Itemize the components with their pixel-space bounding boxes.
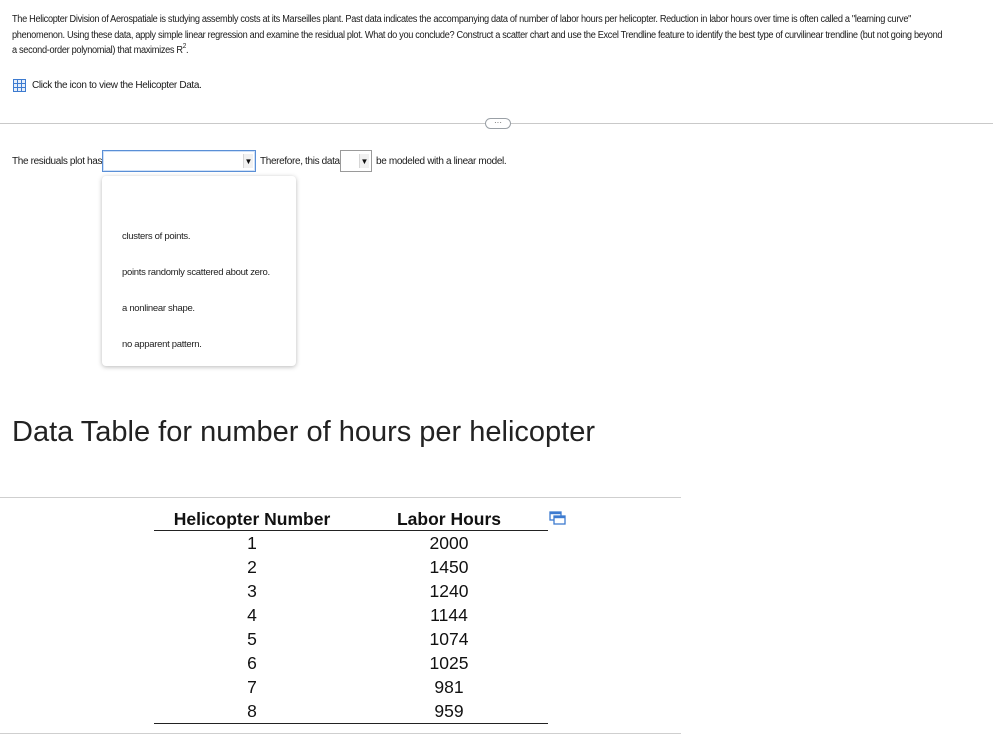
table-row [154, 651, 548, 675]
table-header-row [154, 508, 548, 531]
labor-hours-cell: 1144 [430, 604, 468, 625]
view-data-link-text[interactable]: Click the icon to view the Helicopter Data. [32, 79, 202, 91]
table-top-divider [0, 497, 681, 498]
table-row [154, 555, 548, 579]
helicopter-number-cell: 7 [247, 676, 257, 697]
table-row [154, 603, 548, 627]
dropdown-option-random-scatter[interactable]: points randomly scattered about zero. [122, 267, 270, 278]
residuals-dropdown[interactable] [102, 150, 256, 172]
dropdown-option-no-pattern[interactable]: no apparent pattern. [122, 339, 202, 350]
helicopter-number-cell: 1 [247, 532, 257, 553]
question-text-part-1: The residuals plot has [12, 156, 103, 167]
helicopter-data-table [154, 508, 548, 724]
labor-hours-cell: 981 [434, 676, 464, 697]
problem-line-2: phenomenon. Using these data, apply simple linear regression and examine the residual plot. What do you conclude? Construct a scatter chart and use the Excel Trendline feature to identify the best type of curvilinear trendline (but not going beyond [12, 29, 943, 41]
helicopter-number-cell: 8 [154, 699, 350, 724]
copy-icon[interactable] [549, 511, 566, 525]
helicopter-number-cell: 3 [247, 580, 257, 601]
dropdown-option-clusters[interactable]: clusters of points. [122, 231, 191, 242]
table-grid-icon[interactable] [13, 79, 26, 92]
table-bottom-divider [0, 733, 681, 734]
labor-hours-cell: 1025 [429, 652, 469, 673]
residuals-dropdown-menu [102, 176, 296, 366]
helicopter-number-cell: 2 [247, 556, 257, 577]
labor-hours-cell: 1240 [429, 580, 469, 601]
table-row [154, 627, 548, 651]
dropdown-arrow-icon[interactable]: ▼ [243, 154, 253, 168]
labor-hours-cell: 1450 [429, 556, 469, 577]
view-data-link[interactable] [13, 78, 201, 92]
table-row [154, 579, 548, 603]
labor-hours-cell: 1074 [429, 628, 469, 649]
dropdown-option-nonlinear[interactable]: a nonlinear shape. [122, 303, 195, 314]
table-row [154, 675, 548, 699]
column-header-helicopter-number: Helicopter Number [154, 508, 350, 531]
data-table-title: Data Table for number of hours per helicopter [12, 416, 596, 448]
more-options-button[interactable]: ··· [485, 118, 511, 129]
helicopter-number-cell: 4 [247, 604, 257, 625]
labor-hours-cell: 2000 [429, 532, 469, 553]
helicopter-number-cell: 6 [247, 652, 257, 673]
column-header-labor-hours: Labor Hours [350, 508, 548, 531]
helicopter-number-cell: 5 [247, 628, 257, 649]
problem-line-1: The Helicopter Division of Aerospatiale is studying assembly costs at its Marseilles plant. Past data indicates the accompanying data of number of labor hours per helicopter. Reduction in labor hours over time is often called a "learning curve" [12, 14, 912, 25]
dropdown-arrow-icon[interactable]: ▼ [359, 154, 369, 168]
question-text-part-2: Therefore, this data [260, 156, 340, 167]
problem-statement [12, 12, 943, 59]
table-row [154, 699, 548, 724]
problem-line-3: a second-order polynomial) that maximizes $R^2$. [12, 42, 189, 56]
question-text-part-3: be modeled with a linear model. [376, 156, 507, 167]
labor-hours-cell: 959 [350, 699, 548, 724]
table-row [154, 531, 548, 556]
model-fit-dropdown[interactable] [340, 150, 372, 172]
r-squared-superscript: 2 [182, 42, 187, 50]
